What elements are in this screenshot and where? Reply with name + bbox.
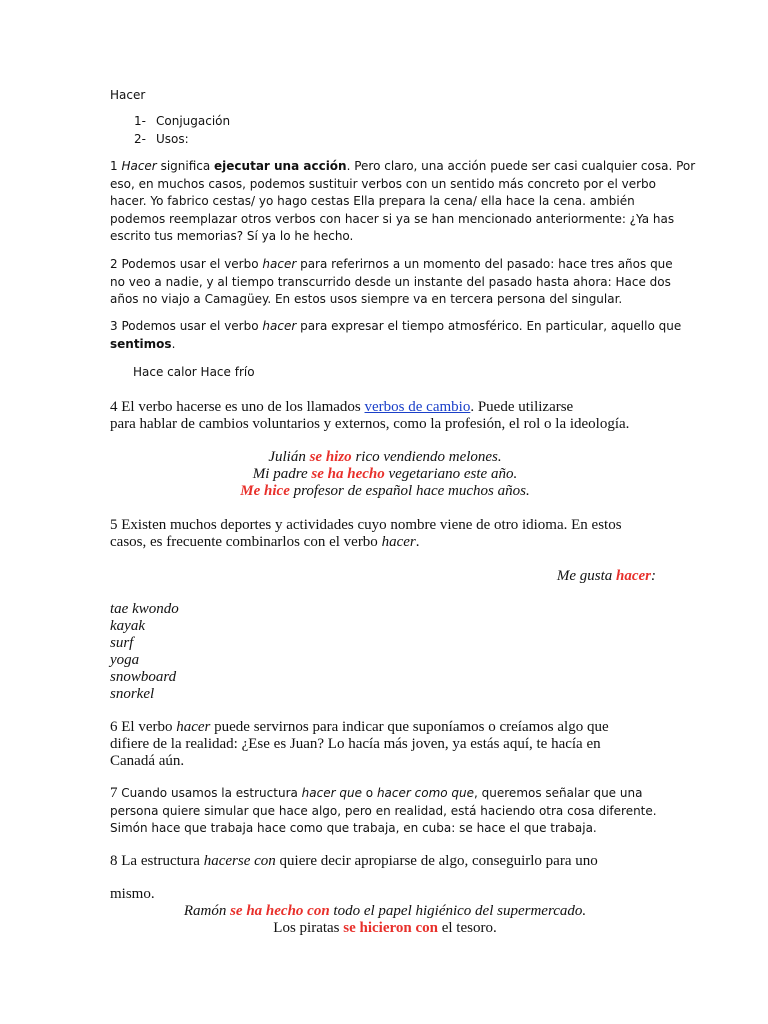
outline-number: 1- [134,114,146,128]
keyword: hacer como que [376,786,475,800]
text-run: o [361,786,377,800]
para-line: Canadá aún. [110,753,185,769]
sport-item: kayak [110,618,145,634]
paragraph-8 [110,853,660,870]
keyword: hacer [262,257,297,271]
text-run: 2 Podemos usar el verbo [110,257,263,271]
paragraph-2 [110,256,673,309]
highlight: se ha hecho con [230,903,330,919]
text-run: rico vendiendo melones. [351,449,502,465]
para-line: hacer. Yo fabrico cestas/ yo hago cestas Ella prepara la cena/ ella hace la cena. ambién [110,194,635,208]
keyword: hacer [262,319,297,333]
weather-example: Hace calor Hace frío [133,365,255,379]
para-line [110,534,660,551]
text-run: . Pero claro, una acción puede ser casi cualquier cosa. Por [346,159,696,173]
keyword: hacerse con [203,853,276,869]
para-line [110,785,660,803]
para-number: 1 [110,159,122,173]
para-line [110,256,673,274]
examples-hacerse-con [110,903,660,937]
para-line: eso, en muchos casos, podemos sustituir verbos con un sentido más concreto por el verbo [110,176,656,191]
text-run: vegetariano este año. [384,466,518,482]
text-run: . Puede utilizarse [470,399,574,415]
example-line [110,483,660,500]
para-line [110,399,660,416]
para-line: para hablar de cambios voluntarios y externos, como la profesión, el rol o la ideología. [110,416,630,432]
text-run: 6 El verbo [110,719,177,735]
text-run: Los piratas [273,920,344,936]
keyword: Hacer [121,159,157,173]
example-line [110,920,660,937]
para-line [110,318,682,336]
highlight: se hizo [309,449,352,465]
bold-text: sentimos [110,336,172,351]
para-line [110,158,696,176]
sport-item: surf [110,635,134,651]
text-run: 8 La estructura [110,853,204,869]
example-line [110,903,660,920]
para-line: podemos reemplazar otros verbos con hacer si ya se han mencionado anteriormente: ¿Ya has [110,211,675,226]
paragraph-8-end: mismo. [110,886,155,902]
text-run: todo el papel higiénico del supermercado. [329,903,587,919]
sports-list [110,601,660,703]
me-gusta-hacer [110,568,656,585]
para-line: difiere de la realidad: ¿Ese es Juan? Lo hacía más joven, ya estás aquí, te hacía en [110,736,601,752]
text-run: Ramón [183,903,231,919]
para-line: escrito tus memorias? Sí ya lo he hecho. [110,229,354,243]
sport-item: tae kwondo [110,601,179,617]
para-line [110,853,660,870]
para-number: 7 [110,785,122,801]
highlight: se ha hecho [311,466,385,482]
highlight: Me hice [240,483,290,499]
paragraph-5 [110,517,660,551]
text-run: quiere decir apropiarse de algo, conseguirlo para uno [275,853,598,869]
sport-item: yoga [110,652,140,668]
text-run: . [171,336,176,351]
para-line [110,719,660,736]
text-run: el tesoro. [437,920,497,936]
sport-item: snorkel [110,686,155,702]
doc-title: Hacer [110,88,146,102]
text-run: significa [156,159,215,173]
text-run: 3 Podemos usar el verbo [110,319,263,333]
text-run: : [651,568,656,584]
text-run: Mi padre [252,466,312,482]
outline-label: Usos: [156,131,189,146]
text-run: Cuando usamos la estructura [121,786,302,800]
example-line [110,449,660,466]
text-run: . [415,534,420,550]
text-run: para referirnos a un momento del pasado: hace tres años que [296,257,673,271]
highlight: se hicieron con [343,920,438,936]
highlight: hacer [616,568,651,584]
paragraph-7 [110,785,660,838]
para-line: persona quiere simular que hace algo, pero en realidad, está haciendo otra cosa diferente. [110,803,657,818]
para-line [110,336,660,354]
outline-label: Conjugación [156,114,231,128]
keyword: hacer [176,719,211,735]
text-run: casos, es frecuente combinarlos con el verbo [110,534,382,550]
outline-number: 2- [134,131,146,146]
text-run: puede servirnos para indicar que suponíamos o creíamos algo que [210,719,609,735]
bold-text: ejecutar una acción [214,159,347,173]
para-line: no veo a nadie, y al tiempo transcurrido desde un instante del pasado hasta ahora: Hace dos [110,274,671,289]
text-run: Me gusta [556,568,616,584]
para-line: años no viajo a Camagüey. En estos usos siempre va en tercera persona del singular. [110,292,623,306]
paragraph-1 [110,158,696,246]
outline-item [110,113,660,131]
paragraph-6 [110,719,660,770]
example-line [110,466,660,483]
text-run: Julián [268,449,310,465]
text-run: , queremos señalar que una [474,786,643,800]
para-line: Simón hace que trabaja hace como que trabaja, en cuba: se hace el que trabaja. [110,821,597,835]
sport-item: snowboard [110,669,177,685]
keyword: hacer [381,534,416,550]
text-run: profesor de español hace muchos años. [289,483,530,499]
text-run: 4 El verbo hacerse es uno de los llamados [110,399,365,415]
text-run: para expresar el tiempo atmosférico. En particular, aquello que [296,319,682,333]
outline-list [110,113,660,148]
para-line: 5 Existen muchos deportes y actividades cuyo nombre viene de otro idioma. En estos [110,517,622,533]
verbos-de-cambio-link[interactable]: verbos de cambio [364,399,471,415]
paragraph-4 [110,399,660,433]
examples-hacerse [110,449,660,500]
outline-item [110,131,660,149]
paragraph-3 [110,318,682,353]
keyword: hacer que [301,786,362,800]
